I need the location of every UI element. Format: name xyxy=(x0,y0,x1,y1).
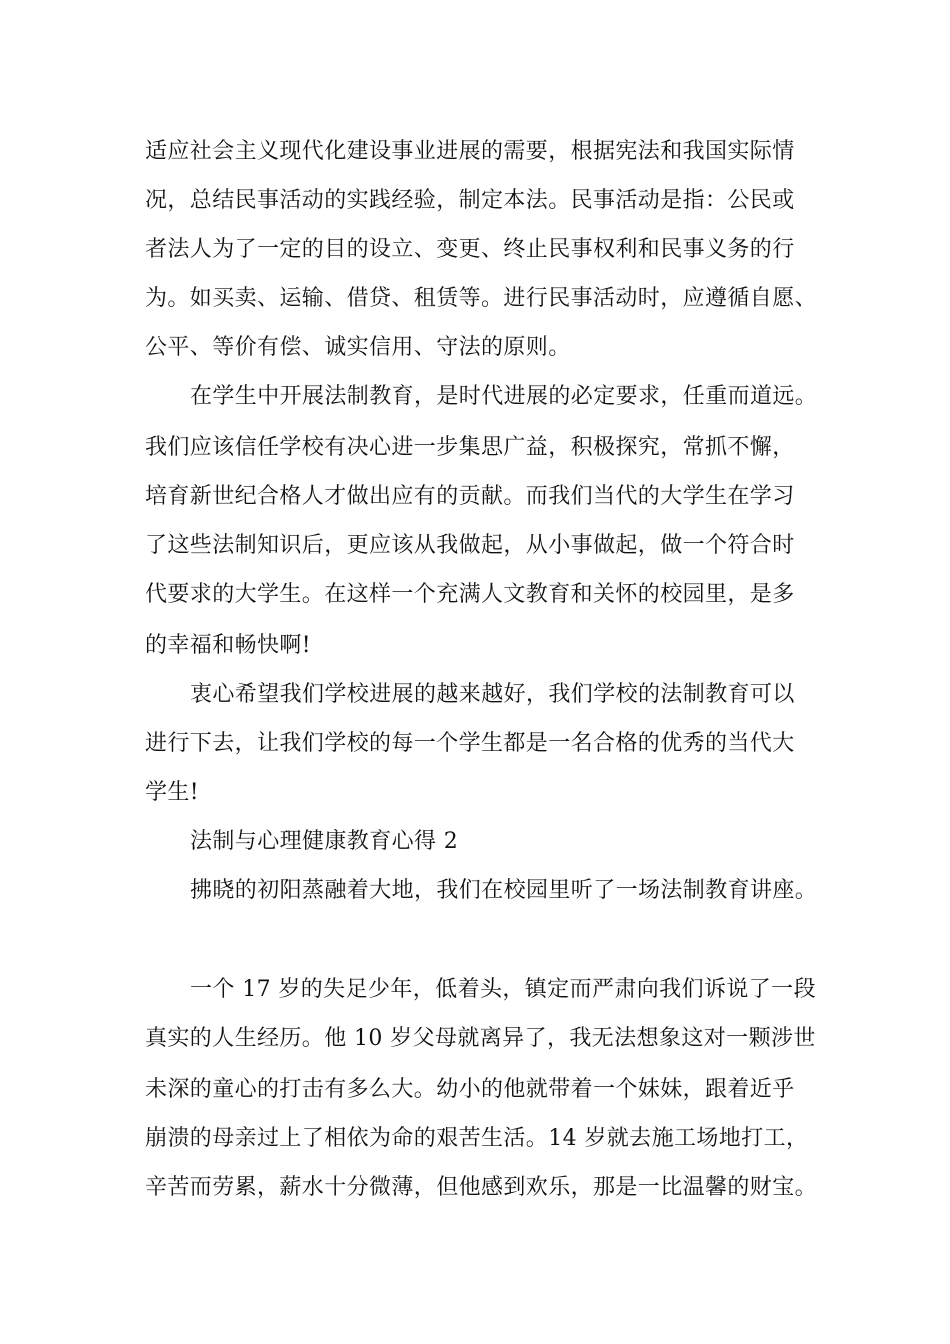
text-line: 培育新世纪合格人才做出应有的贡献。而我们当代的大学生在学习 xyxy=(145,484,795,509)
paragraph-first-line: 一个 17 岁的失足少年，低着头，镇定而严肃向我们诉说了一段 xyxy=(190,977,816,1002)
text-line: 未深的童心的打击有多么大。幼小的他就带着一个妹妹，跟着近乎 xyxy=(145,1077,795,1102)
text-line: 公平、等价有偿、诚实信用、守法的原则。 xyxy=(145,335,571,360)
text-line: 况，总结民事活动的实践经验，制定本法。民事活动是指：公民或 xyxy=(145,188,795,213)
text-line: 崩溃的母亲过上了相依为命的艰苦生活。14 岁就去施工场地打工， xyxy=(145,1126,809,1151)
paragraph-first-line: 拂晓的初阳蒸融着大地，我们在校园里听了一场法制教育讲座。 xyxy=(190,878,818,903)
text-line: 为。如买卖、运输、借贷、租赁等。进行民事活动时，应遵循自愿、 xyxy=(145,286,818,311)
paragraph-first-line: 在学生中开展法制教育，是时代进展的必定要求，任重而道远。 xyxy=(190,384,818,409)
section-heading: 法制与心理健康教育心得 2 xyxy=(190,829,459,854)
text-line: 真实的人生经历。他 10 岁父母就离异了，我无法想象这对一颗涉世 xyxy=(145,1026,816,1051)
text-line: 辛苦而劳累，薪水十分微薄，但他感到欢乐，那是一比温馨的财宝。 xyxy=(145,1175,818,1200)
text-line: 适应社会主义现代化建设事业进展的需要，根据宪法和我国实际情 xyxy=(145,139,795,164)
text-line: 我们应该信任学校有决心进一步集思广益，积极探究，常抓不懈， xyxy=(145,435,795,460)
text-line: 代要求的大学生。在这样一个充满人文教育和关怀的校园里，是多 xyxy=(145,582,795,607)
text-line: 了这些法制知识后，更应该从我做起，从小事做起，做一个符合时 xyxy=(145,533,795,558)
text-line: 进行下去，让我们学校的每一个学生都是一名合格的优秀的当代大 xyxy=(145,731,795,756)
text-line: 者法人为了一定的目的设立、变更、终止民事权利和民事义务的行 xyxy=(145,237,795,262)
paragraph-first-line: 衷心希望我们学校进展的越来越好，我们学校的法制教育可以 xyxy=(190,682,795,707)
text-line: 的幸福和畅快啊! xyxy=(145,633,312,658)
text-line: 学生! xyxy=(145,780,200,805)
